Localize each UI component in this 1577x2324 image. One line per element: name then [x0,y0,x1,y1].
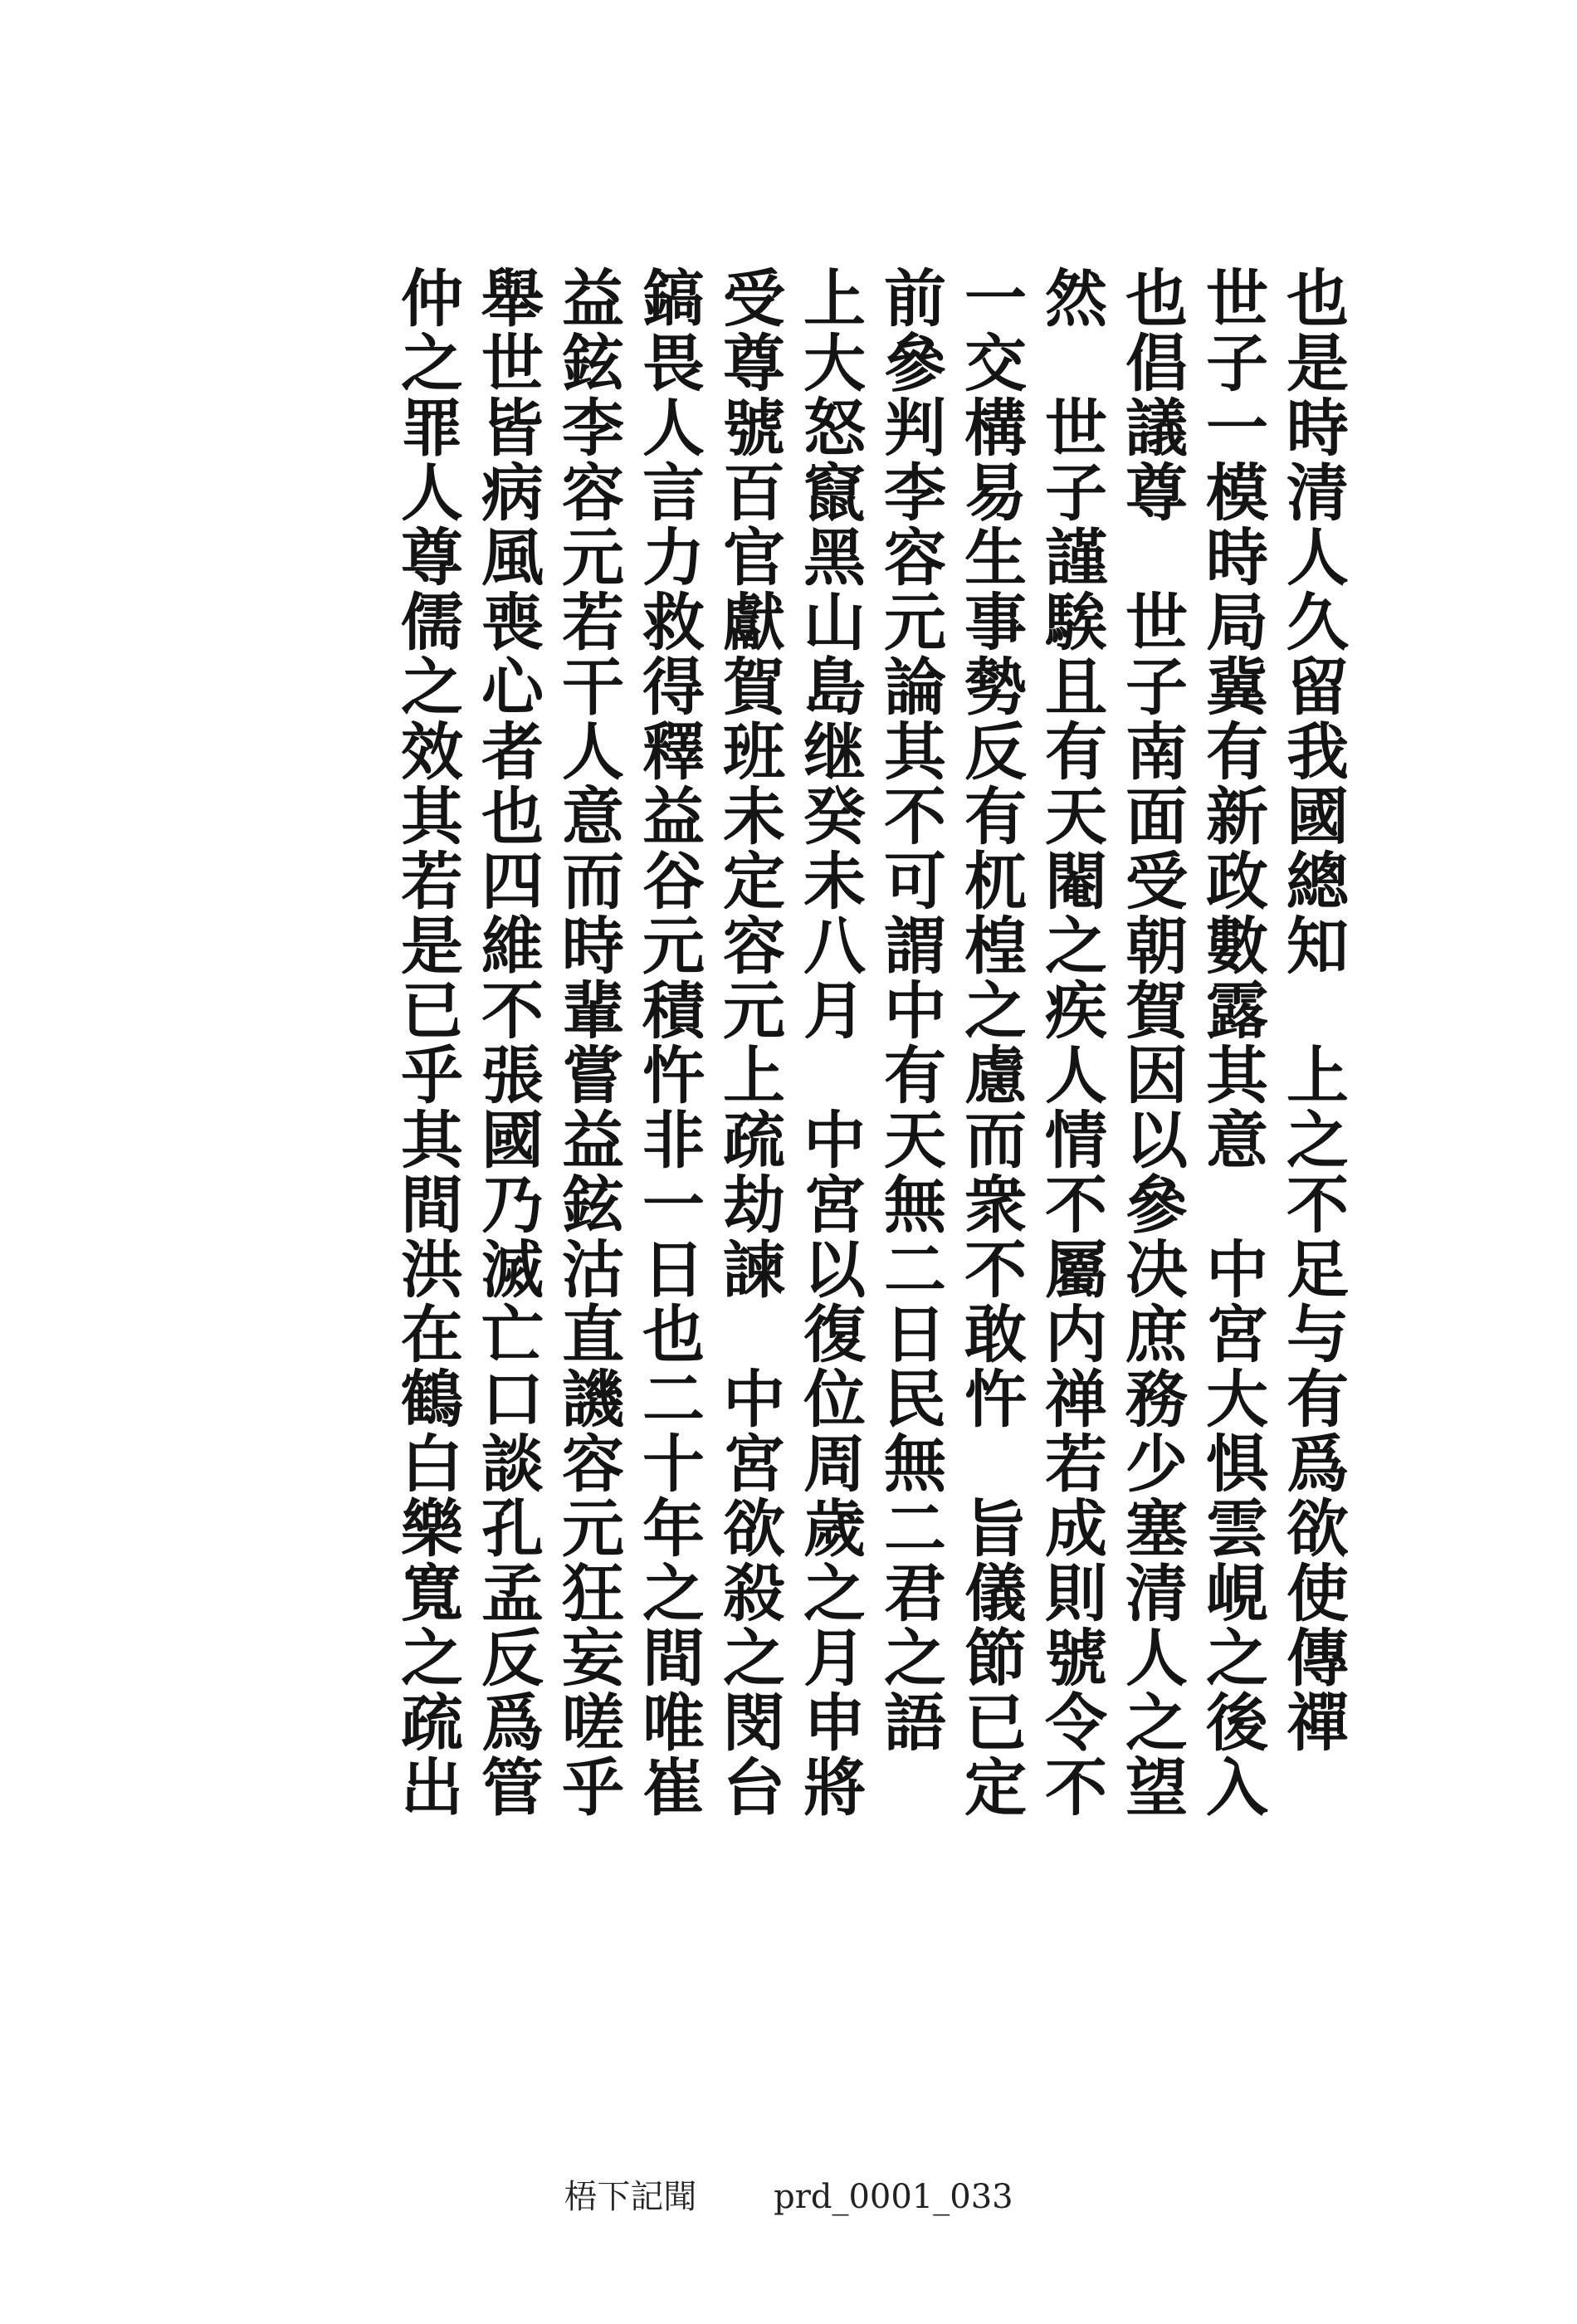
manuscript-column: 世子一模時局冀有新政數露其意 中宮大惧雲峴之後入 [1196,266,1269,1819]
manuscript-text-block [274,266,1353,1843]
manuscript-column: 然 世子謹騃且有天閹之疾人情不屬内禅若成則號令不 [1035,266,1108,1819]
manuscript-column: 仲之罪人尊儒之效其若是已乎其間洪在鶴白樂寬之疏出 [391,266,464,1819]
page-identifier: prd_0001_033 [774,2178,1013,2216]
manuscript-column: 鎬畏人言力救得釋益谷元積忤非一日也二十年之間唯崔 [632,266,706,1819]
manuscript-column: 一交構易生事勢反有杌楻之慮而衆不敢忤 旨儀節已定 [954,266,1028,1819]
page-footer [0,2170,1577,2218]
manuscript-column: 也倡議尊 世子南面受朝賀因以參决庶務少塞清人之望 [1116,266,1189,1819]
manuscript-column: 受尊號百官獻賀班未定容元上疏劫諫 中宮欲殺之閔台 [713,266,786,1819]
manuscript-column: 益鉉李容元若干人意而時輩嘗益鉉沽直譏容元狂妄嗟乎 [552,266,625,1819]
manuscript-column: 也是時清人久留我國總知 上之不足与有爲欲使傳禪 [1277,266,1350,1755]
manuscript-column: 舉世皆病風喪心者也四維不張國乃滅亡口談孔孟反爲管 [471,266,544,1819]
book-title: 梧下記聞 [564,2178,697,2216]
manuscript-column: 前參判李容元論其不可謂中有天無二日民無二君之語 [874,266,947,1755]
manuscript-column: 上大怒竄黑山島继癸未八月 中宮以復位周歲之月申將 [793,266,867,1819]
